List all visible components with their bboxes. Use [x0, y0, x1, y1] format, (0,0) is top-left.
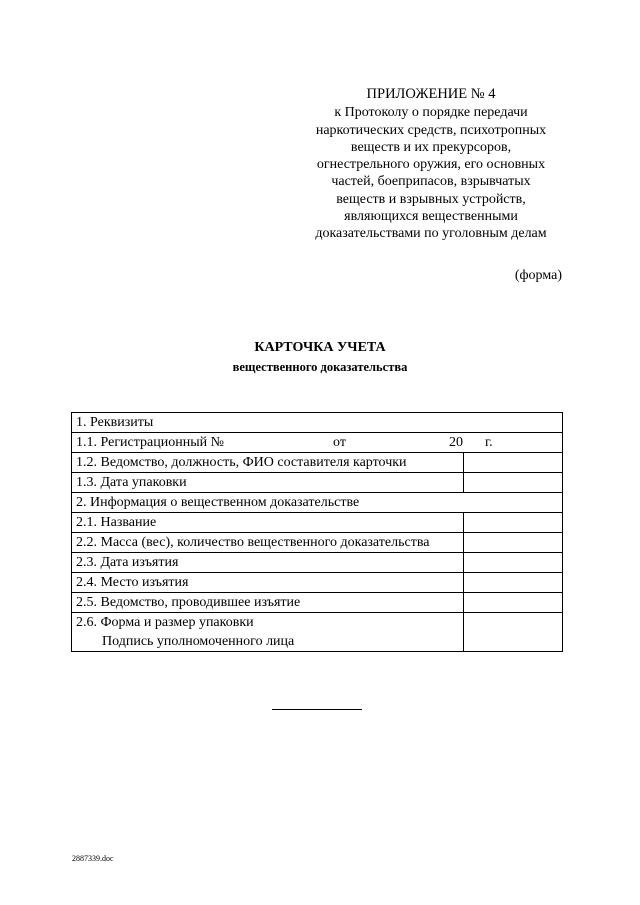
value-cell[interactable]	[464, 593, 563, 613]
table-row	[72, 473, 563, 493]
appendix-line: веществ и взрывных устройств,	[336, 191, 526, 207]
value-cell[interactable]	[464, 613, 563, 652]
row-label: 2.1. Название	[72, 513, 464, 533]
table-row	[72, 433, 563, 453]
registration-cell[interactable]	[72, 433, 563, 453]
table-row	[72, 533, 563, 553]
section-header: 1. Реквизиты	[72, 413, 563, 433]
table-row	[72, 573, 563, 593]
row-label: 2.3. Дата изъятия	[72, 553, 464, 573]
table-row	[72, 613, 563, 652]
value-cell[interactable]	[464, 473, 563, 493]
form-label: (форма)	[514, 268, 562, 283]
appendix-line: веществ и их прекурсоров,	[350, 139, 512, 155]
appendix-line: наркотических средств, психотропных	[315, 122, 547, 138]
appendix-line: доказательствами по уголовным делам	[315, 226, 547, 242]
card-title: КАРТОЧКА УЧЕТА	[254, 340, 386, 355]
file-name: 2887339.doc	[72, 854, 114, 863]
section-header: 2. Информация о вещественном доказательстве	[72, 493, 563, 513]
divider-line	[272, 709, 362, 710]
row-label: 2.2. Масса (вес), количество вещественного доказательства	[72, 533, 464, 553]
card-subtitle: вещественного доказательства	[232, 360, 408, 374]
appendix-line: являющихся вещественными	[344, 209, 518, 225]
appendix-block	[300, 86, 562, 243]
table-row	[72, 453, 563, 473]
registration-row	[76, 433, 558, 452]
value-cell[interactable]	[464, 513, 563, 533]
row-label: 2.4. Место изъятия	[72, 573, 464, 593]
signature-label: Подпись уполномоченного лица	[102, 634, 295, 649]
appendix-heading: ПРИЛОЖЕНИЕ № 4	[366, 86, 496, 102]
row-label: 1.2. Ведомство, должность, ФИО составителя карточки	[72, 453, 464, 473]
value-cell[interactable]	[464, 533, 563, 553]
row-label: 2.5. Ведомство, проводившее изъятие	[72, 593, 464, 613]
table-row	[72, 553, 563, 573]
value-cell[interactable]	[464, 553, 563, 573]
table-row	[72, 413, 563, 433]
row-label	[72, 613, 464, 652]
appendix-line: к Протоколу о порядке передачи	[334, 105, 528, 121]
registration-from-label: от	[333, 435, 346, 450]
registration-year-prefix: 20	[449, 435, 463, 450]
table-row	[72, 593, 563, 613]
registration-label: 1.1. Регистрационный №	[76, 435, 224, 450]
registration-year-suffix: г.	[485, 435, 493, 450]
table-row	[72, 493, 563, 513]
appendix-line: частей, боеприпасов, взрывчатых	[331, 174, 531, 190]
value-cell[interactable]	[464, 453, 563, 473]
package-label: 2.6. Форма и размер упаковки	[76, 615, 254, 630]
value-cell[interactable]	[464, 573, 563, 593]
table-row	[72, 513, 563, 533]
appendix-line: огнестрельного оружия, его основных	[316, 157, 546, 173]
evidence-card-table	[71, 412, 563, 652]
row-label: 1.3. Дата упаковки	[72, 473, 464, 493]
